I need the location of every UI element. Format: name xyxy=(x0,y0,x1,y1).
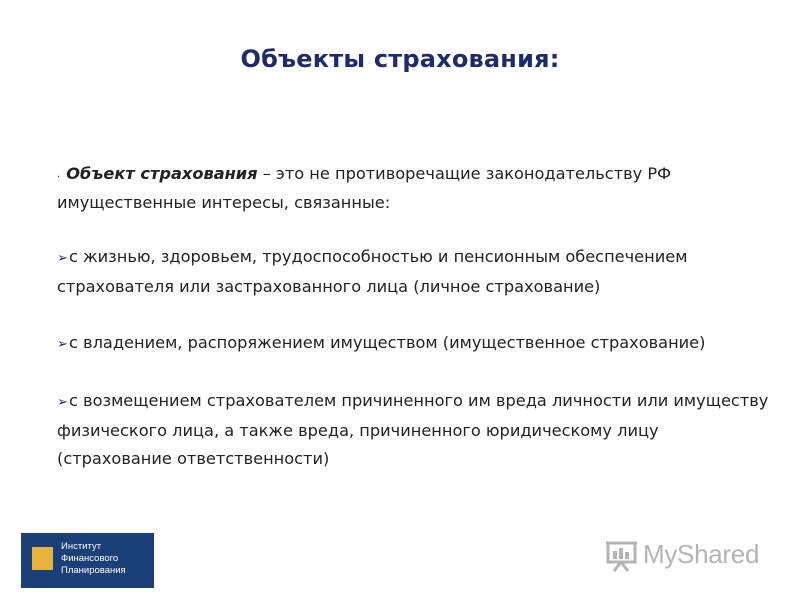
institute-logo xyxy=(21,533,154,588)
myshared-watermark xyxy=(603,535,768,575)
bullet-text: с возмещением страхователем причиненного им вреда личности или имуществу физического лица, а также вреда, причиненного юридическому лицу (страхование ответственности) xyxy=(57,390,769,468)
presentation-board-icon xyxy=(603,538,639,574)
arrow-bullet-icon: ➢ xyxy=(57,250,68,266)
bullet-text: с жизнью, здоровьем, трудоспособностью и пенсионным обеспечением страхователя или застрахованного лица (личное страхование) xyxy=(57,246,688,296)
institute-logo-line: Финансового xyxy=(61,553,119,564)
institute-logo-line: Планирования xyxy=(61,565,126,576)
slide-title: Объекты страхования: xyxy=(240,45,560,73)
bullet-text: с владением, распоряжением имуществом (имущественное страхование) xyxy=(69,332,706,352)
intro-text: – это не противоречащие законодательству РФ имущественные интересы, связанные: xyxy=(57,164,672,212)
intro-term: Объект страхования xyxy=(66,164,258,183)
arrow-bullet-icon: ➢ xyxy=(57,336,68,352)
watermark-text: MyShared xyxy=(643,539,760,569)
intro-dot: . xyxy=(57,168,61,180)
institute-logo-text xyxy=(61,541,126,577)
bullet-item-personal xyxy=(57,243,769,301)
intro-paragraph xyxy=(57,160,769,217)
institute-logo-line: Институт xyxy=(61,541,102,552)
slide-body xyxy=(57,160,769,473)
bullet-item-property xyxy=(57,329,769,359)
arrow-bullet-icon: ➢ xyxy=(57,394,68,410)
logo-square-icon xyxy=(32,547,53,570)
bullet-item-liability xyxy=(57,387,769,473)
